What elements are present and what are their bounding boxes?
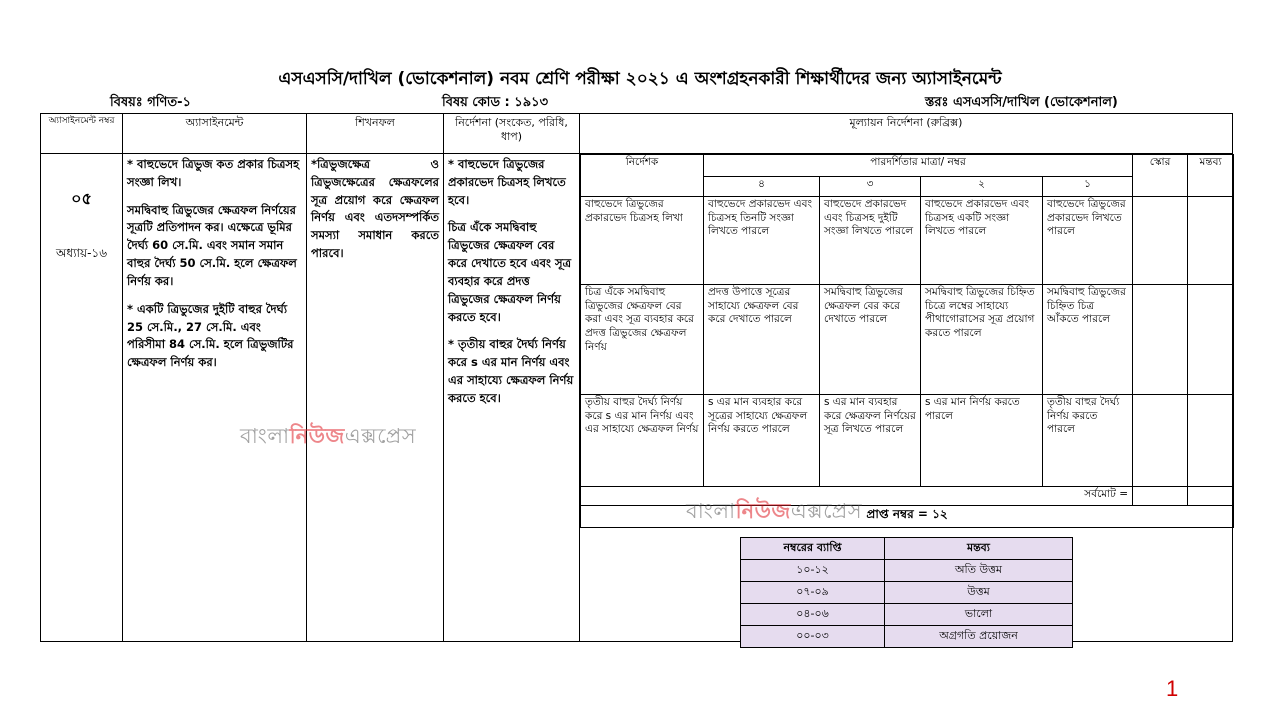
watermark-logo: বাংলানিউজএক্সপ্রেস bbox=[686, 499, 863, 523]
rubric-remark-header: মন্তব্য bbox=[1188, 155, 1234, 197]
rubric-cell: বাহুভেদে প্রকারভেদ এবং চিত্রসহ তিনটি সংজ্ঞা লিখতে পারলে bbox=[704, 197, 820, 285]
instruction-1: * বাহুভেদে ত্রিভুজের প্রকারভেদ চিত্রসহ লিখতে হবে। bbox=[448, 157, 566, 207]
rubric-score-cell bbox=[1133, 285, 1188, 395]
rubric-cell: বাহুভেদে প্রকারভেদ এবং চিত্রসহ একটি সংজ্ঞা লিখতে পারলে bbox=[921, 197, 1043, 285]
rubric-remark-cell bbox=[1188, 285, 1234, 395]
rubric-criterion-header: নির্দেশক bbox=[581, 155, 704, 197]
rubric-row bbox=[581, 197, 1234, 285]
level-label: স্তরঃ এসএসসি/দাখিল (ভোকেশনাল) bbox=[925, 95, 1118, 110]
rubric-cell: s এর মান ব্যবহার করে ক্ষেত্রফল নির্ণয়ের সূত্র লিখতে পারলে bbox=[820, 395, 921, 487]
grade-table bbox=[740, 537, 1073, 648]
rubric-cell: সমদ্বিবাহু ত্রিভুজের চিহ্নিত চিত্র আঁকতে পারলে bbox=[1043, 285, 1133, 395]
assignment-question-1: * বাহুভেদে ত্রিভুজ কত প্রকার চিত্রসহ সংজ্ঞা লিখ। bbox=[127, 157, 300, 189]
rubric-row bbox=[581, 285, 1234, 395]
rubric-row bbox=[581, 395, 1234, 487]
grade-remark: ভালো bbox=[885, 604, 1073, 626]
total-remark-cell bbox=[1188, 487, 1234, 506]
document-title: এসএসসি/দাখিল (ভোকেশনাল) নবম শ্রেণি পরীক্ষা ২০২১ এ অংশগ্রহনকারী শিক্ষার্থীদের জন্য অ্যাসাইনমেন্ট bbox=[278, 69, 1002, 89]
col-header-learning-outcome: শিখনফল bbox=[307, 114, 444, 154]
subject-label: বিষয়ঃ গণিত-১ bbox=[110, 95, 191, 110]
grade-range: ০৭-০৯ bbox=[741, 582, 885, 604]
grade-row bbox=[741, 560, 1073, 582]
rubric-level-4: ৪ bbox=[704, 177, 820, 197]
grade-remark: অগ্রগতি প্রয়োজন bbox=[885, 626, 1073, 648]
rubric-cell: তৃতীয় বাহুর দৈর্ঘ্য নির্ণয় করতে পারলে bbox=[1043, 395, 1133, 487]
watermark-logo: বাংলানিউজএক্সপ্রেস bbox=[240, 424, 417, 448]
rubric-cell: s এর মান নির্ণয় করতে পারলে bbox=[921, 395, 1043, 487]
rubric-score-cell bbox=[1133, 197, 1188, 285]
rubric-table bbox=[580, 154, 1234, 528]
grade-remark: উত্তম bbox=[885, 582, 1073, 604]
grade-range: ০০-০৩ bbox=[741, 626, 885, 648]
col-header-assignment-no: অ্যাসাইনমেন্ট নম্বর bbox=[41, 114, 123, 154]
rubric-remark-cell bbox=[1188, 197, 1234, 285]
total-score-cell bbox=[1133, 487, 1188, 506]
rubric-level-1: ১ bbox=[1043, 177, 1133, 197]
rubric-cell: সমদ্বিবাহু ত্রিভুজের চিহ্নিত চিত্রে লম্বের সাহায্যে পীথাগোরাসের সূত্র প্রয়োগ করতে পারলে bbox=[921, 285, 1043, 395]
assignment-table bbox=[40, 113, 1233, 642]
rubric-cell: বাহুভেদে প্রকারভেদ এবং চিত্রসহ দুইটি সংজ্ঞা লিখতে পারলে bbox=[820, 197, 921, 285]
instructions-cell bbox=[444, 154, 580, 642]
learning-outcome-cell bbox=[307, 154, 444, 642]
grade-range: ১০-১২ bbox=[741, 560, 885, 582]
rubric-cell: প্রদত্ত উপাত্তে সূত্রের সাহায্যে ক্ষেত্রফল বের করে দেখাতে পারলে bbox=[704, 285, 820, 395]
total-label: সর্বমোট = bbox=[581, 487, 1133, 506]
grade-remark-header: মন্তব্য bbox=[885, 538, 1073, 560]
grade-row bbox=[741, 582, 1073, 604]
assignment-number: ০৫ bbox=[71, 189, 92, 208]
col-header-assignment: অ্যাসাইনমেন্ট bbox=[123, 114, 307, 154]
instruction-2: চিত্র এঁকে সমদ্বিবাহু ত্রিভুজের ক্ষেত্রফল বের করে দেখাতে হবে এবং সূত্র ব্যবহার করে প্রদত্ত ত্রিভুজের ক্ষেত্রফল নির্ণয় করতে হবে। bbox=[448, 220, 572, 324]
col-header-instructions: নির্দেশনা (সংকেত, পরিধি, ধাপ) bbox=[444, 114, 580, 154]
rubric-level-2: ২ bbox=[921, 177, 1043, 197]
assignment-text-cell bbox=[123, 154, 307, 642]
rubric-level-3: ৩ bbox=[820, 177, 921, 197]
rubric-score-cell bbox=[1133, 395, 1188, 487]
assignment-question-3: * একটি ত্রিভুজের দুইটি বাহুর দৈর্ঘ্য 25 সে.মি., 27 সে.মি. এবং পরিসীমা 84 সে.মি. হলে ত্রিভুজটির ক্ষেত্রফল নির্ণয় কর। bbox=[127, 301, 294, 370]
grade-range: ০৪-০৬ bbox=[741, 604, 885, 626]
rubric-criterion: চিত্র এঁকে সমদ্বিবাহু ত্রিভুজের ক্ষেত্রফল বের করা এবং সূত্র ব্যবহার করে প্রদত্ত ত্রিভুজের ক্ষেত্রফল নির্ণয় bbox=[581, 285, 704, 395]
rubric-cell: s এর মান ব্যবহার করে সূত্রের সাহায্যে ক্ষেত্রফল নির্ণয় করতে পারলে bbox=[704, 395, 820, 487]
assignment-question-2: সমদ্বিবাহু ত্রিভুজের ক্ষেত্রফল নির্ণয়ের সূত্রটি প্রতিপাদন কর। এক্ষেত্রে ভূমির দৈর্ঘ্য 60 সে.মি. এবং সমান সমান বাহুর দৈর্ঘ্য 50 সে.মি. হলে ক্ষেত্রফল নির্ণয় কর। bbox=[127, 202, 297, 288]
assignment-number-cell bbox=[41, 154, 123, 642]
rubric-levels-header: পারদর্শিতার মাত্রা/ নম্বর bbox=[704, 155, 1133, 177]
chapter-label: অধ্যায়-১৬ bbox=[55, 246, 108, 260]
grade-row bbox=[741, 604, 1073, 626]
rubric-cell: বাহুভেদে ত্রিভুজের প্রকারভেদ লিখতে পারলে bbox=[1043, 197, 1133, 285]
grade-range-header: নম্বরের ব্যাপ্তি bbox=[741, 538, 885, 560]
rubric-score-header: স্কোর bbox=[1133, 155, 1188, 197]
rubric-remark-cell bbox=[1188, 395, 1234, 487]
grade-row bbox=[741, 626, 1073, 648]
obtained-marks: প্রাপ্ত নম্বর = ১২ bbox=[581, 506, 1234, 528]
learning-outcome-text: *ত্রিভুজক্ষেত্র ও ত্রিভুজক্ষেত্রের ক্ষেত্রফলের সূত্র প্রয়োগ করে ক্ষেত্রফল নির্ণয় এবং এতদসম্পর্কিত সমস্যা সমাধান করতে পারবে। bbox=[311, 157, 439, 261]
instruction-3: * তৃতীয় বাহুর দৈর্ঘ্য নির্ণয় করে s এর মান নির্ণয় এবং এর সাহায্যে ক্ষেত্রফল নির্ণয় করতে হবে। bbox=[448, 337, 574, 405]
rubric-cell: সমদ্বিবাহু ত্রিভুজের ক্ষেত্রফল বের করে দেখাতে পারলে bbox=[820, 285, 921, 395]
page-number: 1 bbox=[1166, 676, 1179, 701]
subject-code: বিষয় কোড : ১৯১৩ bbox=[442, 95, 549, 110]
grade-remark: অতি উত্তম bbox=[885, 560, 1073, 582]
rubric-criterion: বাহুভেদে ত্রিভুজের প্রকারভেদ চিত্রসহ লিখা bbox=[581, 197, 704, 285]
col-header-evaluation: মূল্যায়ন নির্দেশনা (রুব্রিক্স) bbox=[580, 114, 1233, 154]
rubric-criterion: তৃতীয় বাহুর দৈর্ঘ্য নির্ণয় করে s এর মান নির্ণয় এবং এর সাহায্যে ক্ষেত্রফল নির্ণয় bbox=[581, 395, 704, 487]
evaluation-cell bbox=[580, 154, 1233, 642]
